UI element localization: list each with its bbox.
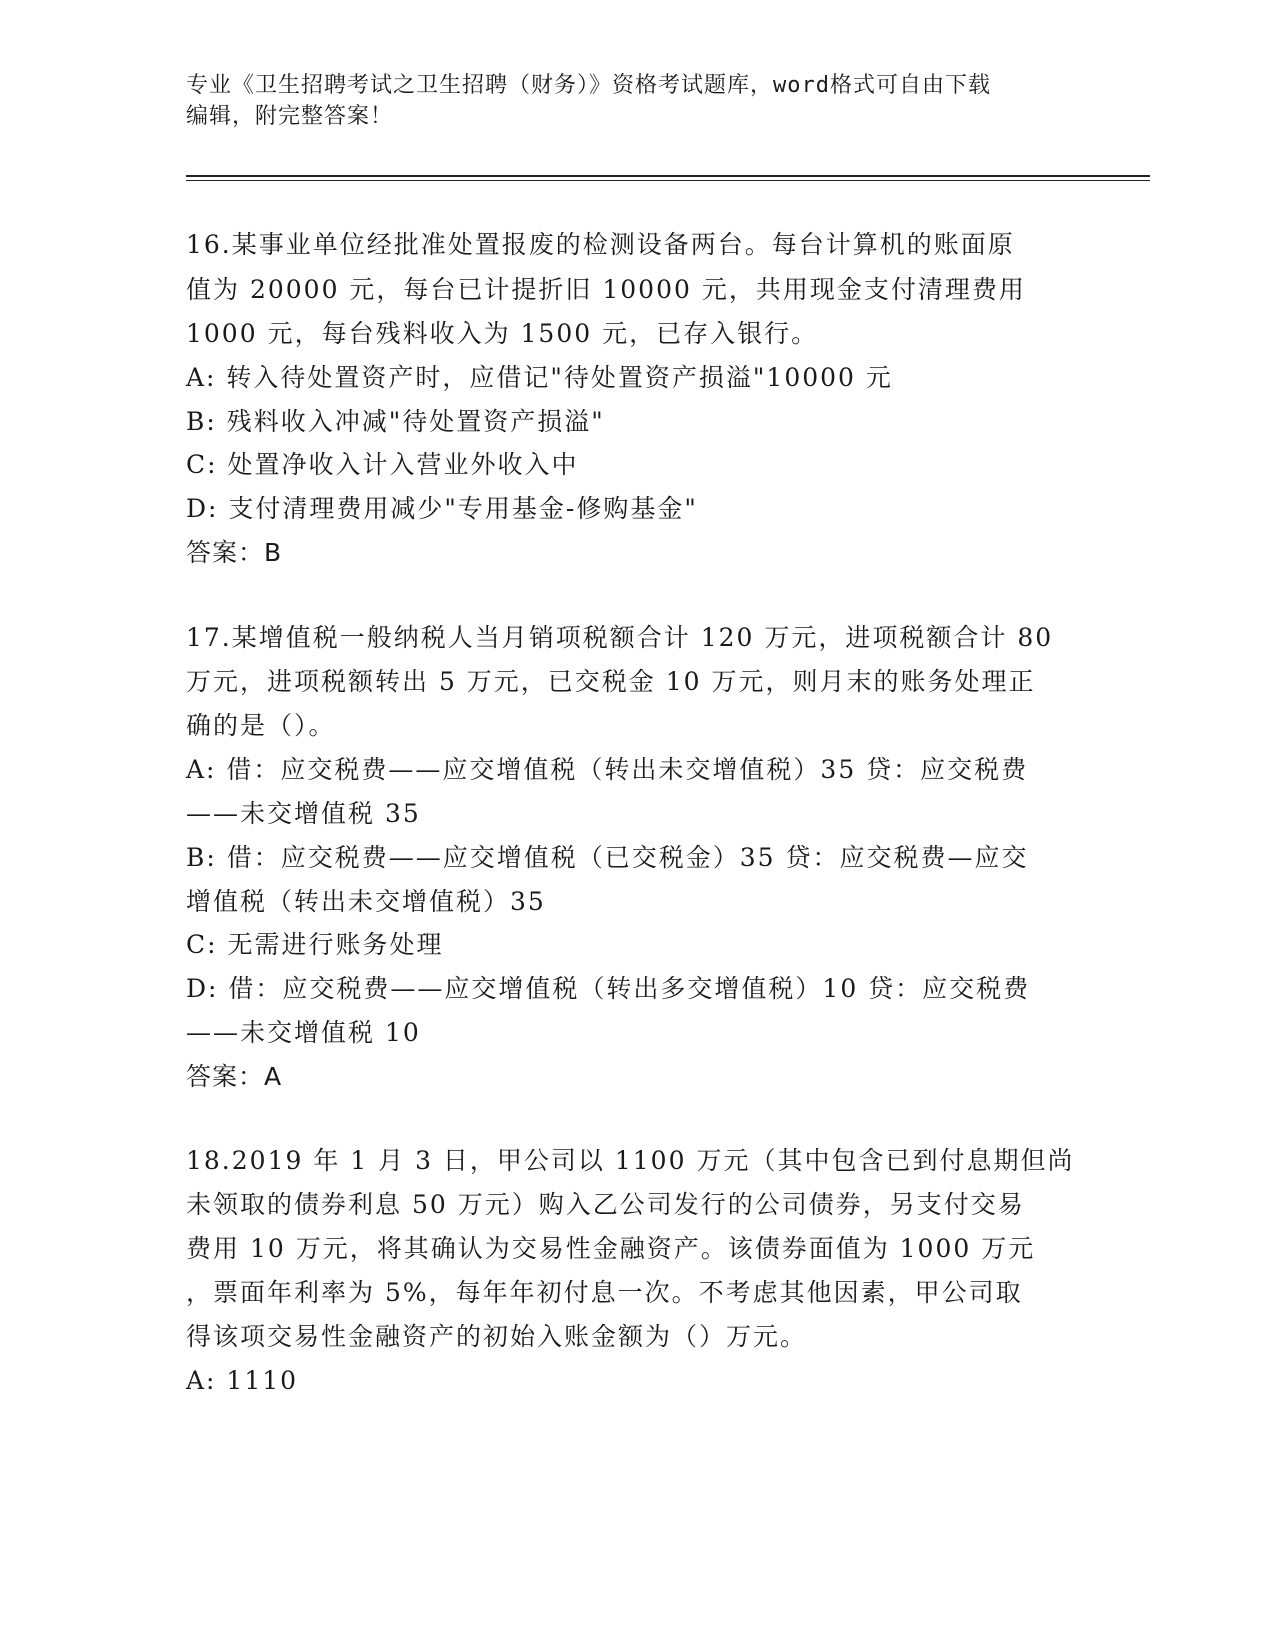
option-a: A: 借：应交税费——应交增值税（转出未交增值税）35 贷：应交税费 [186,755,1029,784]
option-b: B: 残料收入冲减"待处置资产损溢" [186,407,605,436]
document-header [186,70,1066,132]
option-d: D: 借：应交税费——应交增值税（转出多交增值税）10 贷：应交税费 [186,974,1031,1003]
option-d-continued: ——未交增值税 10 [186,1018,421,1047]
option-b: B: 借：应交税费——应交增值税（已交税金）35 贷：应交税费—应交 [186,843,1029,872]
question-stem-line: 值为 20000 元，每台已计提折旧 10000 元，共用现金支付清理费用 [186,275,1026,304]
header-divider-thick [186,175,1150,177]
question-stem-line: 万元，进项税额转出 5 万元，已交税金 10 万元，则月末的账务处理正 [186,667,1036,696]
question-stem-line: 17.某增值税一般纳税人当月销项税额合计 120 万元，进项税额合计 80 [186,623,1054,652]
question-stem-line: ，票面年利率为 5%，每年年初付息一次。不考虑其他因素，甲公司取 [186,1278,1023,1307]
option-b-continued: 增值税（转出未交增值税）35 [186,887,546,916]
header-line-1: 专业《卫生招聘考试之卫生招聘（财务）》资格考试题库，word格式可自由下载 [186,73,991,98]
question-stem-line: 1000 元，每台残料收入为 1500 元，已存入银行。 [186,319,819,348]
question-stem-line: 18.2019 年 1 月 3 日，甲公司以 1100 万元（其中包含已到付息期但尚 [186,1146,1075,1175]
header-divider-thin [186,180,1150,181]
option-c: C: 无需进行账务处理 [186,930,444,959]
header-line-2: 编辑，附完整答案！ [186,104,394,129]
option-a-continued: ——未交增值税 35 [186,799,421,828]
question-stem-line: 确的是（）。 [186,711,336,740]
question-stem-line: 费用 10 万元，将其确认为交易性金融资产。该债券面值为 1000 万元 [186,1234,1036,1263]
option-d: D: 支付清理费用减少"专用基金-修购基金" [186,494,698,523]
option-a: A: 1110 [186,1366,299,1395]
question-stem-line: 未领取的债券利息 50 万元）购入乙公司发行的公司债券，另支付交易 [186,1190,1025,1219]
answer-label: 答案：A [186,1062,283,1091]
option-a: A: 转入待处置资产时，应借记"待处置资产损溢"10000 元 [186,363,893,392]
question-stem-line: 16.某事业单位经批准处置报废的检测设备两台。每台计算机的账面原 [186,230,1015,259]
option-c: C: 处置净收入计入营业外收入中 [186,450,579,479]
question-stem-line: 得该项交易性金融资产的初始入账金额为（）万元。 [186,1322,808,1351]
answer-label: 答案：B [186,538,283,567]
